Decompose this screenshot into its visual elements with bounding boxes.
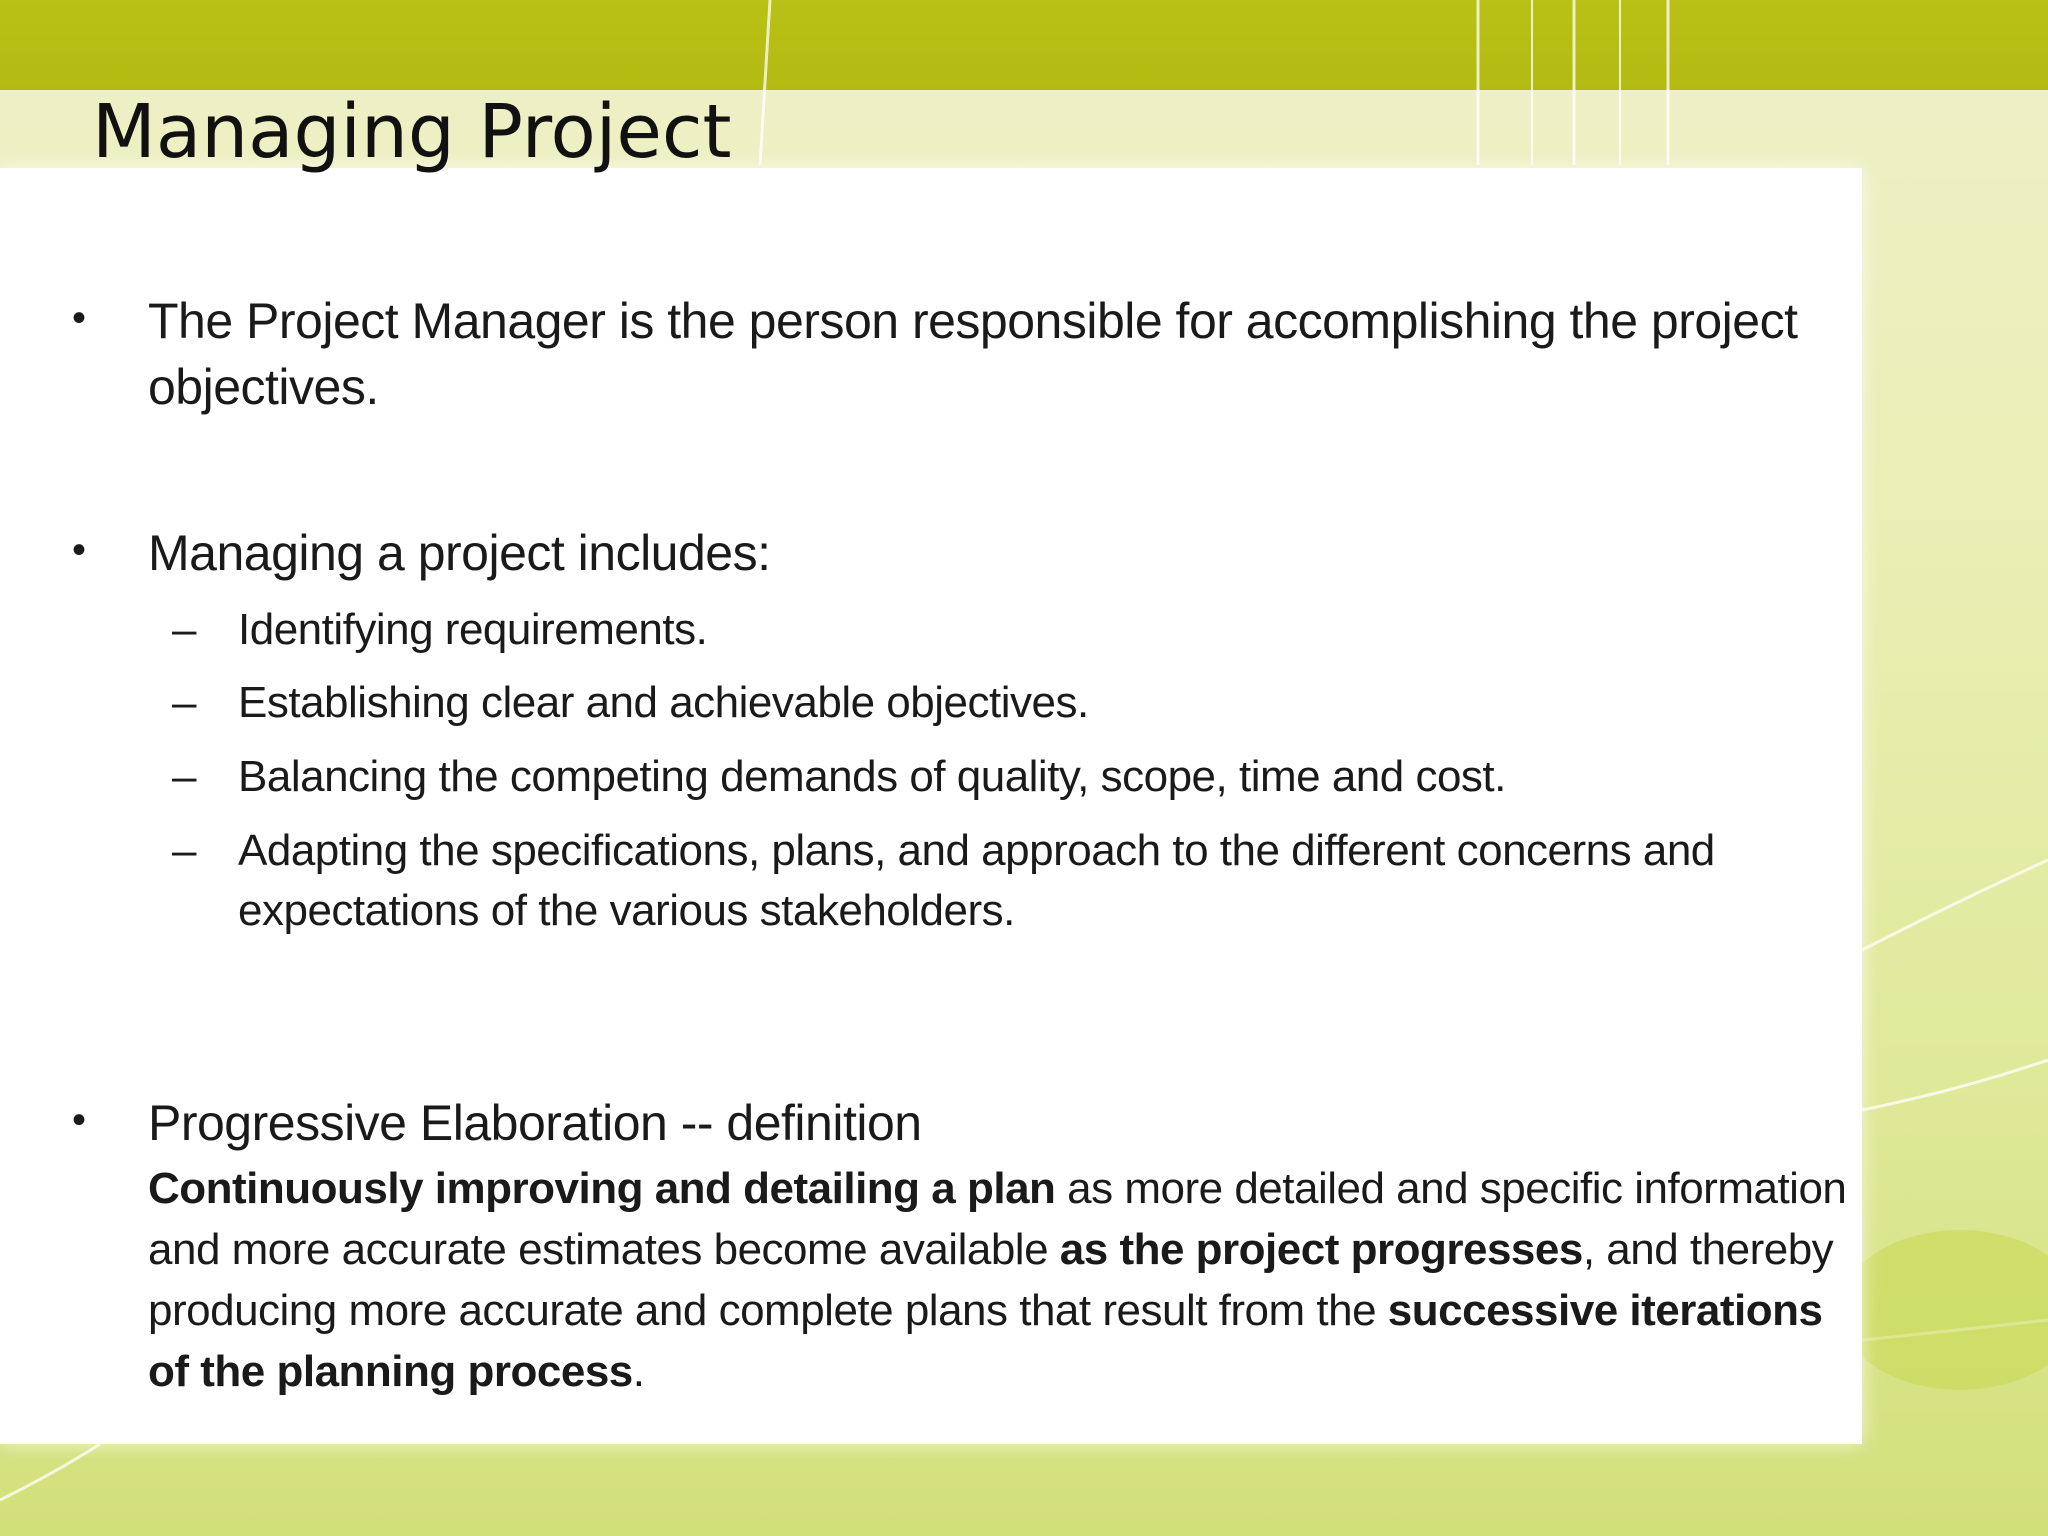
sub-item-text: Adapting the specifications, plans, and approach to the different concerns and expectations of the various stakeholders. <box>238 826 1715 935</box>
sub-item-text: Identifying requirements. <box>238 605 708 654</box>
deco-glow <box>1840 1230 2048 1390</box>
bullet-marker: • <box>72 1098 87 1142</box>
sub-marker: – <box>172 752 197 801</box>
bullet-marker: • <box>72 528 87 572</box>
sub-marker: – <box>172 678 197 727</box>
slide-title: Managing Project <box>92 89 732 175</box>
definition-emphasis: Continuously improving and detailing a plan <box>148 1164 1056 1213</box>
bullet-text: Managing a project includes: <box>148 525 771 581</box>
deco-curve <box>0 1444 100 1500</box>
definition-paragraph <box>148 1158 1848 1402</box>
bullet-text: Progressive Elaboration -- definition <box>148 1095 922 1151</box>
definition-text: . <box>632 1347 645 1396</box>
deco-curve <box>1862 1060 2048 1110</box>
sub-item-text: Balancing the competing demands of quality, scope, time and cost. <box>238 752 1506 801</box>
sub-marker: – <box>172 826 197 875</box>
bullet-text: The Project Manager is the person responsible for accomplishing the project objectives. <box>148 293 1798 415</box>
sub-item-text: Establishing clear and achievable objectives. <box>238 678 1089 727</box>
definition-emphasis: as the project progresses <box>1059 1225 1583 1274</box>
definition-text: as more detailed and specific information and more accurate estimates become available <box>148 1164 1847 1274</box>
deco-curve <box>1862 860 2048 950</box>
bullet-marker: • <box>72 296 87 340</box>
sub-marker: – <box>172 605 197 654</box>
definition-text: , and thereby producing more accurate and complete plans that result from the <box>148 1225 1834 1335</box>
definition-emphasis: successive iterations of the planning process <box>148 1286 1823 1396</box>
deco-line <box>760 0 770 165</box>
